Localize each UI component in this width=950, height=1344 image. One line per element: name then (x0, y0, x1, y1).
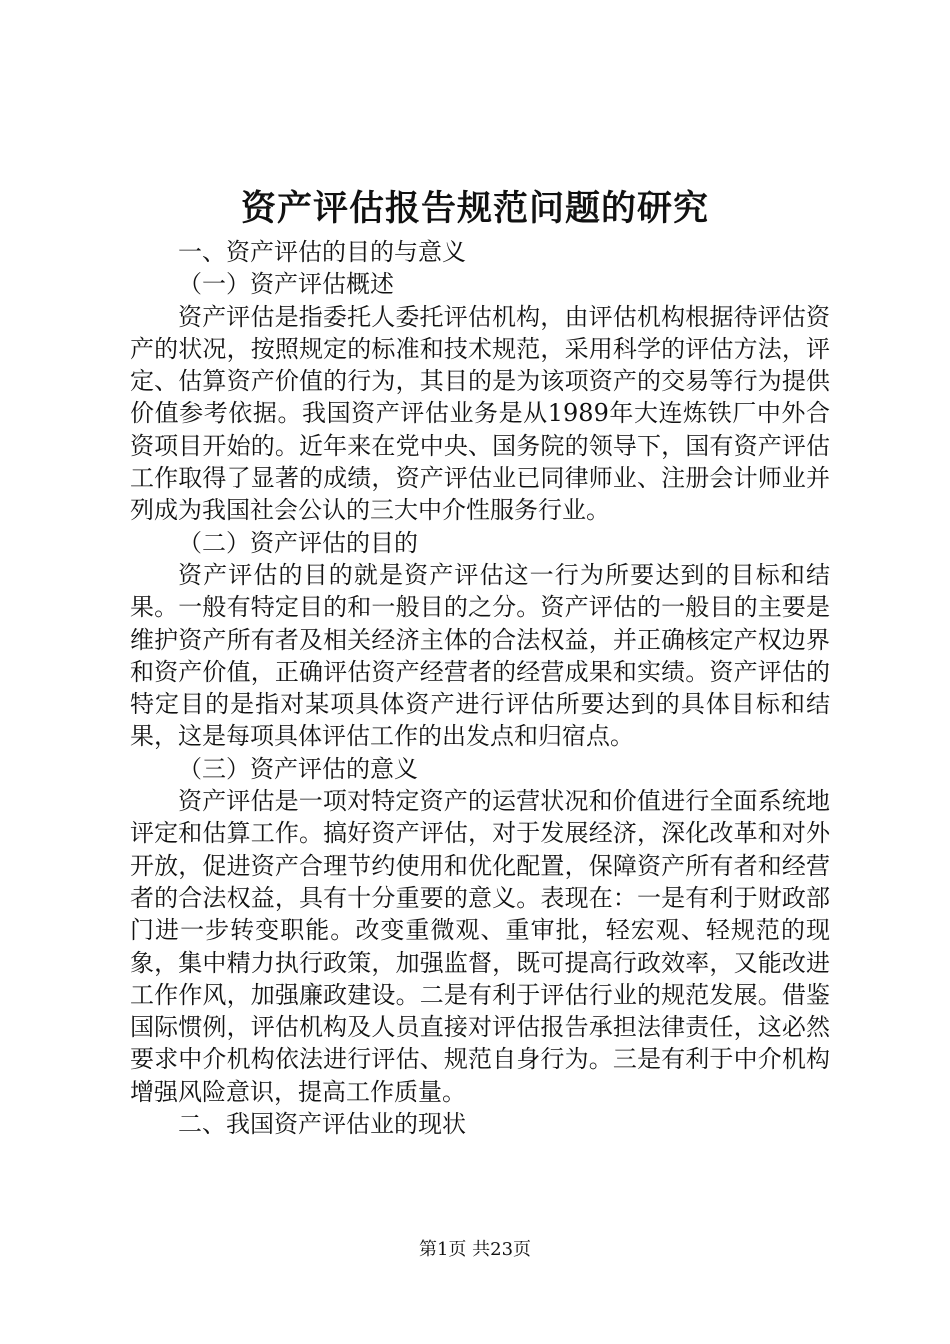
page-number-footer: 第1页 共23页 (418, 1239, 532, 1260)
paragraph-significance: 资产评估是一项对特定资产的运营状况和价值进行全面系统地评定和估算工作。搞好资产评估，对于发展经济，深化改革和对外开放，促进资产合理节约使用和优化配置，保障资产所有者和经营者的合法权益，具有十分重要的意义。表现在：一是有利于财政部门进一步转变职能。改变重微观、重审批，轻宏观、轻规范的现象，集中精力执行政策，加强监督，既可提高行政效率，又能改进工作作风，加强廉政建设。二是有利于评估行业的规范发展。借鉴国际惯例，评估机构及人员直接对评估报告承担法律责任，这必然要求中介机构依法进行评估、规范自身行为。三是有利于中介机构增强风险意识，提高工作质量。 (130, 787, 830, 1106)
subsection-heading-2: （二）资产评估的目的 (178, 528, 418, 557)
document-body (130, 236, 830, 1140)
section-heading-1: 一、资产评估的目的与意义 (178, 238, 466, 266)
paragraph-purpose: 资产评估的目的就是资产评估这一行为所要达到的目标和结果。一般有特定目的和一般目的之分。资产评估的一般目的主要是维护资产所有者及相关经济主体的合法权益，并正确核定产权边界和资产价值，正确评估资产经营者的经营成果和实绩。资产评估的特定目的是指对某项具体资产进行评估所要达到的具体目标和结果，这是每项具体评估工作的出发点和归宿点。 (130, 560, 830, 751)
section-heading-2: 二、我国资产评估业的现状 (178, 1110, 466, 1139)
subsection-heading-1: （一）资产评估概述 (178, 270, 394, 299)
document-title: 资产评估报告规范问题的研究 (240, 188, 709, 229)
paragraph-overview: 资产评估是指委托人委托评估机构，由评估机构根据待评估资产的状况，按照规定的标准和技术规范，采用科学的评估方法，评定、估算资产价值的行为，其目的是为该项资产的交易等行为提供价值参考依据。我国资产评估业务是从1989年大连炼铁厂中外合资项目开始的。近年来在党中央、国务院的领导下，国有资产评估工作取得了显著的成绩，资产评估业已同律师业、注册会计师业并列成为我国社会公认的三大中介性服务行业。 (130, 302, 830, 525)
subsection-heading-3: （三）资产评估的意义 (178, 754, 418, 783)
